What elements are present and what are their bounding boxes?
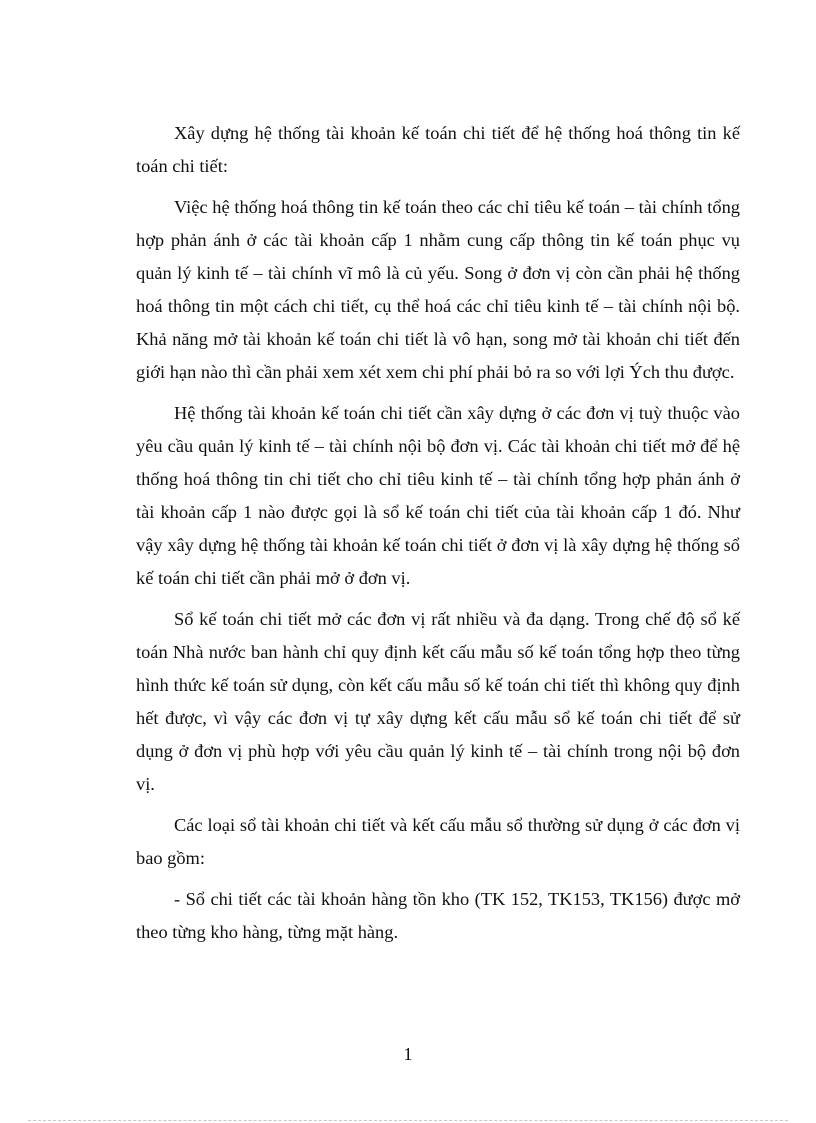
paragraph-detail-accounts: Hệ thống tài khoản kế toán chi tiết cần xây dựng ở các đơn vị tuỳ thuộc vào yêu cầu quản lý kinh tế – tài chính nội bộ đơn vị. Các tài khoản chi tiết mở để hệ thống hoá thông tin chi tiết cho chỉ tiêu kinh tế – tài chính tổng hợp phản ánh ở tài khoản cấp 1 nào được gọi là sổ kế toán chi tiết của tài khoản cấp 1 đó. Như vậy xây dựng hệ thống tài khoản kế toán chi tiết ở đơn vị là xây dựng hệ thống sổ kế toán chi tiết cần phải mở ở đơn vị. [136,403,740,588]
document-body [136,117,740,957]
page-number: 1 [403,1044,413,1064]
page-bottom-divider [28,1120,788,1121]
paragraph-intro: Xây dựng hệ thống tài khoản kế toán chi tiết để hệ thống hoá thông tin kế toán chi tiết: [136,123,740,176]
paragraph-ledger-types: Các loại sổ tài khoản chi tiết và kết cấu mẫu sổ thường sử dụng ở các đơn vị bao gồm: [136,815,740,868]
paragraph-inventory-ledger: - Sổ chi tiết các tài khoản hàng tồn kho (TK 152, TK153, TK156) được mở theo từng kho hàng, từng mặt hàng. [136,889,740,942]
paragraph-systematization: Việc hệ thống hoá thông tin kế toán theo các chỉ tiêu kế toán – tài chính tổng hợp phản ánh ở các tài khoản cấp 1 nhằm cung cấp thông tin kế toán phục vụ quản lý kinh tế – tài chính vĩ mô là củ yếu. Song ở đơn vị còn cần phải hệ thống hoá thông tin một cách chi tiết, cụ thể hoá các chỉ tiêu kinh tế – tài chính nội bộ. Khả năng mở tài khoản kế toán chi tiết là vô hạn, song mở tài khoản chi tiết đến giới hạn nào thì cần phải xem xét xem chi phí phải bỏ ra so với lợi Ých thu được. [136,197,740,382]
paragraph-detail-ledgers: Sổ kế toán chi tiết mở các đơn vị rất nhiều và đa dạng. Trong chế độ sổ kế toán Nhà nước ban hành chỉ quy định kết cấu mẫu số kế toán tổng hợp theo từng hình thức kế toán sử dụng, còn kết cấu mẫu số kế toán chi tiết thì không quy định hết được, vì vậy các đơn vị tự xây dựng kết cấu mẫu sổ kế toán chi tiết để sử dụng ở đơn vị phù hợp với yêu cầu quản lý kinh tế – tài chính trong nội bộ đơn vị. [136,609,740,794]
